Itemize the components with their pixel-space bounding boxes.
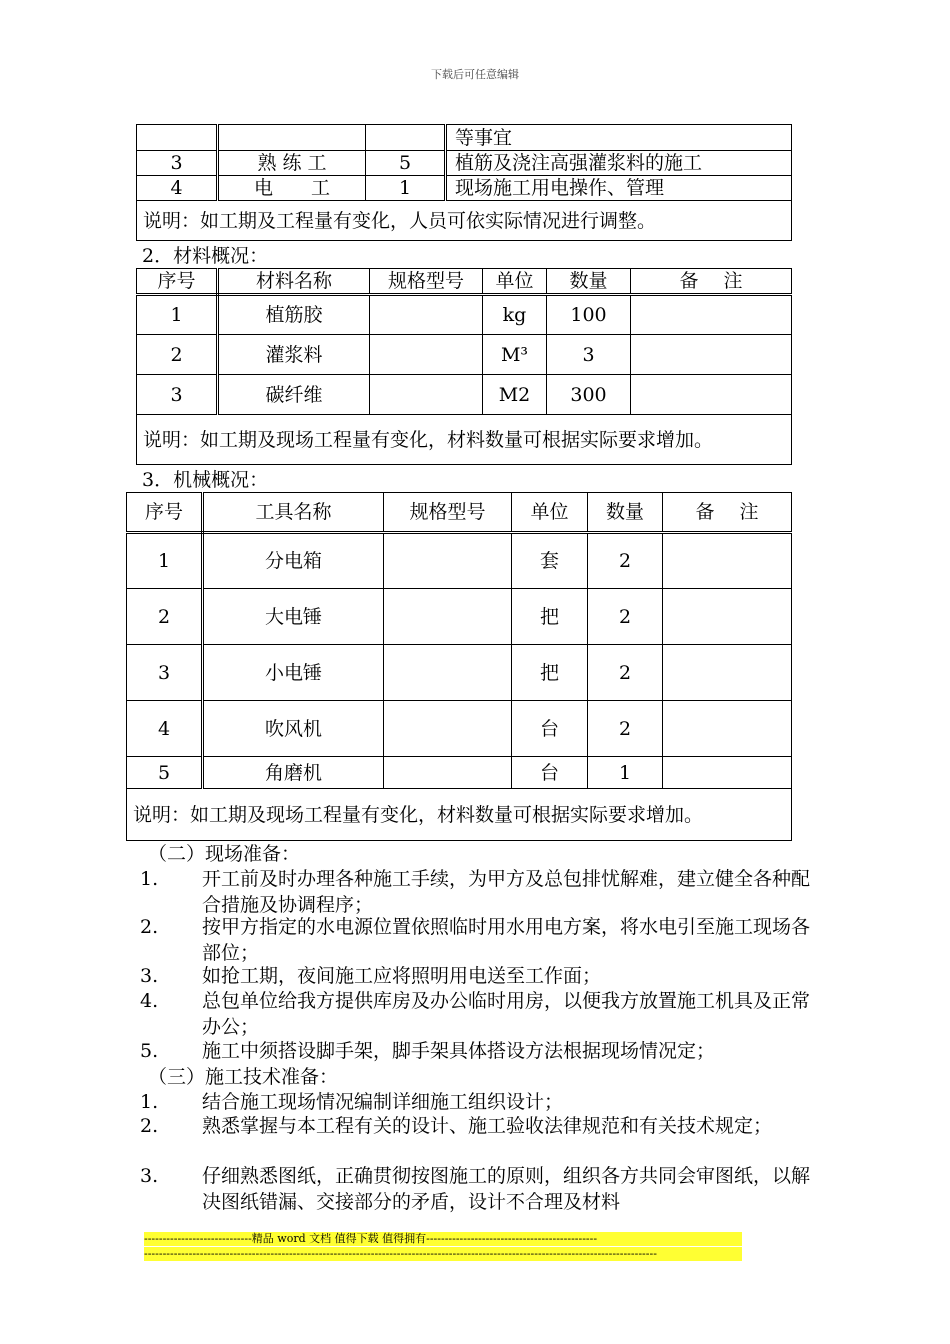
footer-banner-line: -----------------------------精品 word 文档 值得下载 值得拥有---------------------------------------------- <box>144 1232 742 1246</box>
list-item-number: 1. <box>140 1091 159 1113</box>
cell-role: 熟 练 工 <box>218 151 366 176</box>
cell-duty: 等事宜 <box>446 125 792 151</box>
cell-remark <box>663 757 792 789</box>
table-row <box>127 589 792 645</box>
cell-no: 3 <box>137 375 218 415</box>
cell-spec <box>370 375 483 415</box>
personnel-table <box>136 124 792 241</box>
cell-remark <box>663 645 792 701</box>
table-row <box>127 533 792 589</box>
cell-qty: 2 <box>588 701 663 757</box>
list-item-text: 施工中须搭设脚手架，脚手架具体搭设方法根据现场情况定； <box>202 1040 716 1062</box>
cell-no: 2 <box>137 335 218 375</box>
header-spec: 规格型号 <box>370 269 483 295</box>
table-row <box>127 701 792 757</box>
list-item <box>140 1113 812 1139</box>
materials-note: 说明：如工期及现场工程量有变化，材料数量可根据实际要求增加。 <box>137 415 792 465</box>
cell-no: 5 <box>127 757 203 789</box>
header-no: 序号 <box>137 269 218 295</box>
cell-spec <box>384 757 512 789</box>
cell-duty: 现场施工用电操作、管理 <box>446 176 792 201</box>
cell-name: 灌浆料 <box>218 335 370 375</box>
cell-name: 小电锤 <box>203 645 384 701</box>
cell-count: 5 <box>366 151 446 176</box>
cell-name: 角磨机 <box>203 757 384 789</box>
cell-name: 植筋胶 <box>218 295 370 335</box>
page-header: 下载后可任意编辑 <box>431 68 519 81</box>
header-name: 工具名称 <box>203 493 384 533</box>
list-item <box>140 1163 812 1215</box>
materials-table <box>136 268 792 465</box>
machinery-title: 3．机械概况： <box>142 469 269 491</box>
header-remark: 备 注 <box>631 269 792 295</box>
machinery-note: 说明：如工期及现场工程量有变化，材料数量可根据实际要求增加。 <box>127 789 792 841</box>
header-spec: 规格型号 <box>384 493 512 533</box>
cell-unit: 把 <box>512 645 588 701</box>
cell-role <box>218 125 366 151</box>
cell-unit: M³ <box>483 335 547 375</box>
materials-title: 2．材料概况： <box>142 245 269 267</box>
list-item-text: 结合施工现场情况编制详细施工组织设计； <box>202 1091 564 1113</box>
table-header-row <box>137 269 792 295</box>
cell-remark <box>631 335 792 375</box>
table-row <box>127 757 792 789</box>
list-item-text: 按甲方指定的水电源位置依照临时用水用电方案，将水电引至施工现场各部位； <box>202 916 811 964</box>
cell-role: 电 工 <box>218 176 366 201</box>
personnel-note: 说明：如工期及工程量有变化，人员可依实际情况进行调整。 <box>137 201 792 241</box>
list-item-text: 仔细熟悉图纸，正确贯彻按图施工的原则，组织各方共同会审图纸，以解决图纸错漏、交接部分的矛盾，设计不合理及材料 <box>202 1165 811 1213</box>
cell-qty: 100 <box>547 295 631 335</box>
cell-duty: 植筋及浇注高强灌浆料的施工 <box>446 151 792 176</box>
footer-banner-line: ------------------------------------------------------------------------------------------------------------------------------------------ <box>144 1247 742 1261</box>
cell-remark <box>631 295 792 335</box>
cell-no: 3 <box>137 151 218 176</box>
table-row <box>127 645 792 701</box>
cell-spec <box>384 645 512 701</box>
list-item-number: 4. <box>140 990 159 1012</box>
cell-unit: M2 <box>483 375 547 415</box>
cell-remark <box>663 533 792 589</box>
list-item-number: 2. <box>140 916 159 938</box>
table-row <box>137 125 792 151</box>
table-note-row <box>137 415 792 465</box>
list-item-number: 5. <box>140 1040 159 1062</box>
table-note-row <box>127 789 792 841</box>
cell-spec <box>370 295 483 335</box>
cell-qty: 300 <box>547 375 631 415</box>
table-header-row <box>127 493 792 533</box>
cell-spec <box>370 335 483 375</box>
cell-qty: 1 <box>588 757 663 789</box>
cell-count <box>366 125 446 151</box>
cell-no: 3 <box>127 645 203 701</box>
table-row <box>137 375 792 415</box>
header-unit: 单位 <box>512 493 588 533</box>
tech-prep-title: （三）施工技术准备： <box>148 1066 339 1088</box>
cell-name: 吹风机 <box>203 701 384 757</box>
cell-qty: 2 <box>588 589 663 645</box>
site-prep-title: （二）现场准备： <box>148 843 301 865</box>
list-item-number: 3. <box>140 1165 159 1187</box>
cell-no: 1 <box>127 533 203 589</box>
table-note-row <box>137 201 792 241</box>
list-item <box>140 988 812 1040</box>
cell-unit: 把 <box>512 589 588 645</box>
list-item-text: 熟悉掌握与本工程有关的设计、施工验收法律规范和有关技术规定； <box>202 1115 773 1137</box>
cell-qty: 2 <box>588 533 663 589</box>
list-item <box>140 1038 812 1064</box>
table-row <box>137 151 792 176</box>
cell-spec <box>384 701 512 757</box>
list-item-text: 开工前及时办理各种施工手续，为甲方及总包排忧解难，建立健全各种配合措施及协调程序； <box>202 868 811 916</box>
header-no: 序号 <box>127 493 203 533</box>
table-row <box>137 295 792 335</box>
cell-spec <box>384 533 512 589</box>
table-row <box>137 176 792 201</box>
cell-qty: 2 <box>588 645 663 701</box>
list-item <box>140 914 812 966</box>
cell-no: 2 <box>127 589 203 645</box>
cell-unit: 套 <box>512 533 588 589</box>
list-item <box>140 866 812 918</box>
cell-spec <box>384 589 512 645</box>
cell-name: 碳纤维 <box>218 375 370 415</box>
list-item-number: 1. <box>140 868 159 890</box>
header-remark: 备 注 <box>663 493 792 533</box>
header-qty: 数量 <box>588 493 663 533</box>
list-item <box>140 1089 812 1115</box>
list-item-text: 如抢工期，夜间施工应将照明用电送至工作面； <box>202 965 602 987</box>
cell-no: 1 <box>137 295 218 335</box>
cell-unit: kg <box>483 295 547 335</box>
cell-remark <box>663 589 792 645</box>
machinery-table <box>126 492 792 841</box>
cell-count: 1 <box>366 176 446 201</box>
table-row <box>137 335 792 375</box>
cell-name: 分电箱 <box>203 533 384 589</box>
cell-no <box>137 125 218 151</box>
cell-qty: 3 <box>547 335 631 375</box>
cell-remark <box>631 375 792 415</box>
list-item-number: 2. <box>140 1115 159 1137</box>
header-qty: 数量 <box>547 269 631 295</box>
list-item <box>140 963 812 989</box>
cell-no: 4 <box>137 176 218 201</box>
list-item-text: 总包单位给我方提供库房及办公临时用房，以便我方放置施工机具及正常办公； <box>202 990 811 1038</box>
cell-unit: 台 <box>512 701 588 757</box>
cell-name: 大电锤 <box>203 589 384 645</box>
cell-remark <box>663 701 792 757</box>
list-item-number: 3. <box>140 965 159 987</box>
cell-unit: 台 <box>512 757 588 789</box>
header-name: 材料名称 <box>218 269 370 295</box>
header-unit: 单位 <box>483 269 547 295</box>
cell-no: 4 <box>127 701 203 757</box>
